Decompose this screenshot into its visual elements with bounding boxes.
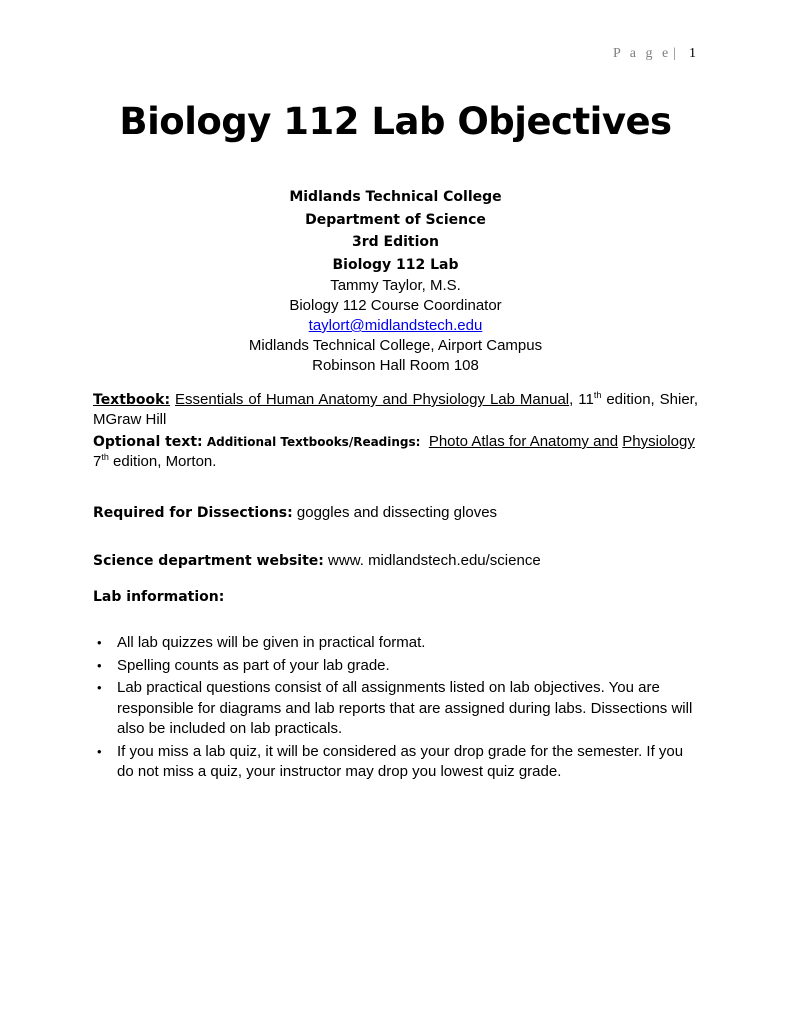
dissections-text: goggles and dissecting gloves — [292, 504, 498, 521]
dissections-label: Required for Dissections: — [93, 505, 293, 521]
bullet-icon: • — [97, 743, 102, 759]
optional-edition-sup: th — [101, 452, 109, 462]
list-item: • If you miss a lab quiz, it will be considered as your drop grade for the semester. If you do not miss a quiz, your instructor may drop you lowest quiz grade. — [97, 742, 684, 780]
bullet-icon: • — [97, 657, 102, 673]
page-number: 1 — [689, 46, 696, 61]
textbook-edition-num: , 11 — [569, 391, 594, 408]
list-item: • Lab practical questions consist of all assignments listed on lab objectives. You are responsible for diagrams and lab reports that are assigned during labs. Dissections will also be included on lab practicals. — [97, 679, 693, 737]
page-number-header — [613, 46, 696, 62]
website-paragraph — [93, 551, 698, 571]
textbook-title: Essentials of Human Anatomy and Physiology Lab Manual — [175, 391, 570, 408]
course-name: Biology 112 Lab — [332, 256, 459, 273]
optional-title-2: Physiology — [622, 433, 695, 450]
email-link[interactable]: taylort@midlandstech.edu — [308, 317, 483, 334]
textbook-rest: edition, Shier, MGraw Hill — [93, 391, 699, 428]
room: Robinson Hall Room 108 — [312, 357, 479, 374]
optional-label: Optional text: — [93, 434, 203, 450]
instructor-role: Biology 112 Course Coordinator — [289, 297, 502, 314]
bullet-icon: • — [97, 635, 102, 650]
course-header — [0, 186, 791, 376]
campus: Midlands Technical College, Airport Campus — [248, 337, 543, 354]
optional-text-paragraph — [93, 432, 698, 472]
textbook-label: Textbook: — [93, 392, 171, 408]
college-name: Midlands Technical College — [289, 189, 502, 205]
textbook-paragraph — [93, 390, 698, 430]
optional-title-1: Photo Atlas for Anatomy and — [428, 433, 619, 450]
document-title: Biology 112 Lab Objectives — [119, 100, 672, 143]
page-separator: | — [673, 46, 679, 61]
optional-sublabel: Additional Textbooks/Readings: — [206, 435, 421, 449]
dissections-paragraph — [93, 503, 698, 523]
department-name: Department of Science — [305, 211, 486, 228]
bullet-icon: • — [97, 680, 102, 695]
document-body — [93, 390, 698, 785]
list-item: • Spelling counts as part of your lab grade. — [117, 656, 698, 677]
optional-rest: edition, Morton. — [108, 453, 217, 470]
lab-information-heading: Lab information: — [93, 589, 225, 605]
edition: 3rd Edition — [351, 234, 439, 250]
lab-information-list — [93, 633, 698, 783]
instructor-name: Tammy Taylor, M.S. — [330, 277, 461, 294]
website-text: www. midlandstech.edu/science — [323, 552, 541, 569]
list-item: • All lab quizzes will be given in practical format. — [117, 633, 698, 654]
textbook-edition-sup: th — [593, 390, 602, 400]
website-label: Science department website: — [93, 553, 324, 569]
optional-edition-num: 7 — [93, 453, 102, 470]
page-label: P a g e — [612, 46, 672, 61]
